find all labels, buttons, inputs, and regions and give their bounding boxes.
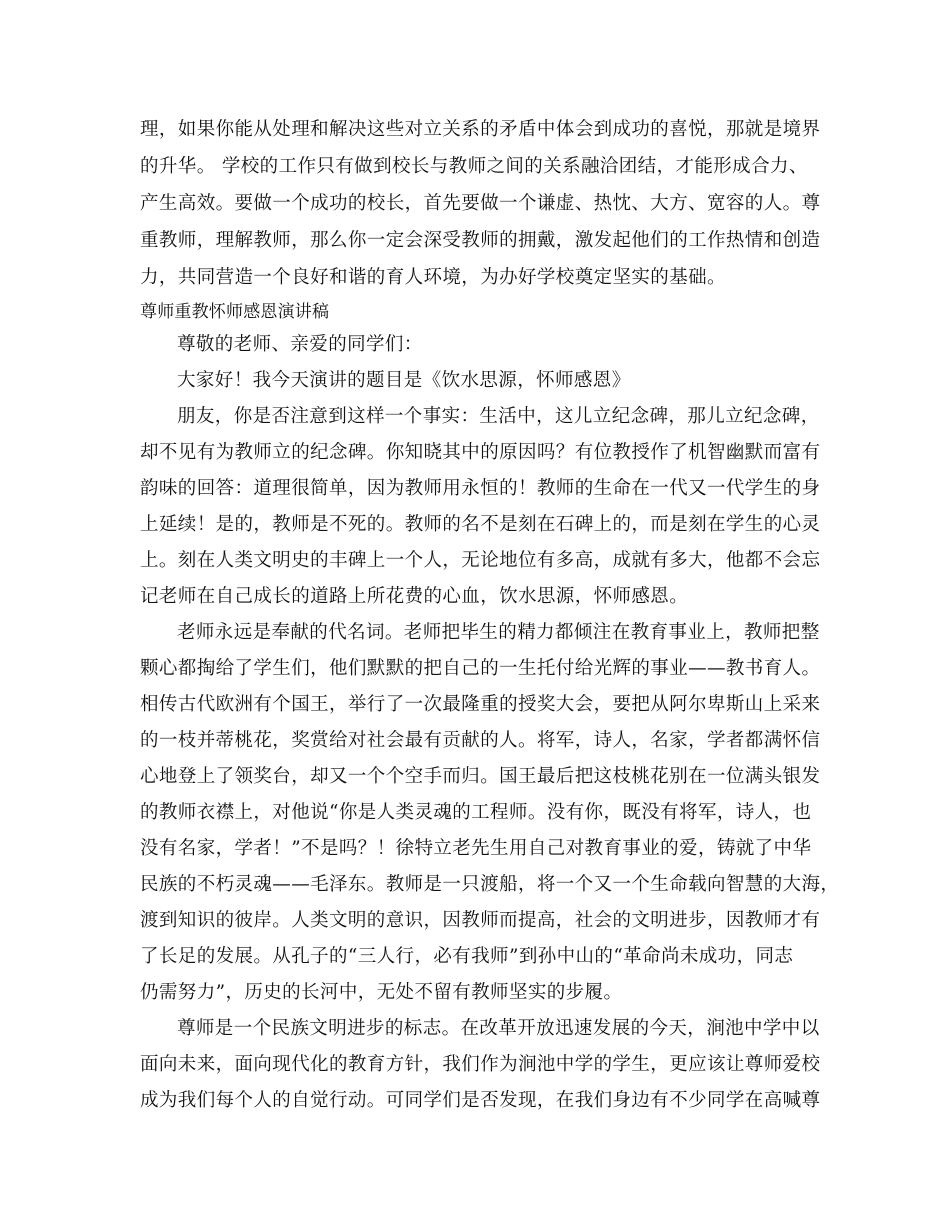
paragraph-line: 上。刻在人类文明史的丰碑上一个人，无论地位有多高，成就有多大，他都不会忘 xyxy=(140,550,821,571)
text-line: 理，如果你能从处理和解决这些对立关系的矛盾中体会到成功的喜悦，那就是境界 xyxy=(140,119,821,140)
paragraph-line: 相传古代欧洲有个国王，举行了一次最隆重的授奖大会，要把从阿尔卑斯山上采来 xyxy=(140,694,821,715)
paragraph-line: 上延续！是的，教师是不死的。教师的名不是刻在石碑上的，而是刻在学生的心灵 xyxy=(140,514,821,535)
paragraph-line: 面向未来，面向现代化的教育方针，我们作为涧池中学的学生，更应该让尊师爱校 xyxy=(140,1054,821,1075)
text-line: 重教师，理解教师，那么你一定会深受教师的拥戴，激发起他们的工作热情和创造 xyxy=(140,230,821,251)
opening-line: 大家好！我今天演讲的题目是《饮水思源，怀师感恩》 xyxy=(177,370,631,391)
paragraph-line: 尊师是一个民族文明进步的标志。在改革开放迅速发展的今天，涧池中学中以 xyxy=(177,1018,820,1039)
paragraph-line: 朋友，你是否注意到这样一个事实：生活中，这儿立纪念碑，那儿立纪念碑， xyxy=(177,406,820,427)
paragraph-line: 颗心都掏给了学生们，他们默默的把自己的一生托付给光辉的事业——教书育人。 xyxy=(140,658,821,679)
text-line: 的升华。 学校的工作只有做到校长与教师之间的关系融洽团结，才能形成合力、 xyxy=(140,156,808,177)
paragraph-line: 仍需努力”，历史的长河中，无处不留有教师坚实的步履。 xyxy=(140,982,623,1003)
paragraph-line: 韵味的回答：道理很简单，因为教师用永恒的！教师的生命在一代又一代学生的身 xyxy=(140,478,821,499)
paragraph-line: 的一枝并蒂桃花，奖赏给对社会最有贡献的人。将军，诗人，名家，学者都满怀信 xyxy=(140,730,821,751)
text-line: 力，共同营造一个良好和谐的育人环境，为办好学校奠定坚实的基础。 xyxy=(140,267,726,288)
paragraph-line: 成为我们每个人的自觉行动。可同学们是否发现，在我们身边有不少同学在高喊尊 xyxy=(140,1090,821,1111)
paragraph-line: 的教师衣襟上，对他说“你是人类灵魂的工程师。没有你，既没有将军，诗人，也 xyxy=(140,802,812,823)
paragraph-line: 民族的不朽灵魂——毛泽东。教师是一只渡船，将一个又一个生命载向智慧的大海， xyxy=(140,874,840,895)
paragraph-line: 却不见有为教师立的纪念碑。你知晓其中的原因吗？有位教授作了机智幽默而富有 xyxy=(140,442,821,463)
paragraph-line: 老师永远是奉献的代名词。老师把毕生的精力都倾注在教育事业上，教师把整 xyxy=(177,622,820,643)
salutation: 尊敬的老师、亲爱的同学们： xyxy=(177,334,423,355)
paragraph-line: 渡到知识的彼岸。人类文明的意识，因教师而提高，社会的文明进步，因教师才有 xyxy=(140,910,821,931)
paragraph-line: 心地登上了领奖台，却又一个个空手而归。国王最后把这枝桃花别在一位满头银发 xyxy=(140,766,821,787)
section-title: 尊师重教怀师感恩演讲稿 xyxy=(140,302,330,322)
paragraph-line: 没有名家，学者！”不是吗？！徐特立老先生用自己对教育事业的爱，铸就了中华 xyxy=(140,838,812,859)
paragraph-line: 记老师在自己成长的道路上所花费的心血，饮水思源，怀师感恩。 xyxy=(140,586,689,607)
paragraph-line: 了长足的发展。从孔子的“三人行，必有我师”到孙中山的“革命尚未成功，同志 xyxy=(140,946,794,967)
text-line: 产生高效。要做一个成功的校长，首先要做一个谦虚、热忱、大方、宽容的人。尊 xyxy=(140,193,821,214)
